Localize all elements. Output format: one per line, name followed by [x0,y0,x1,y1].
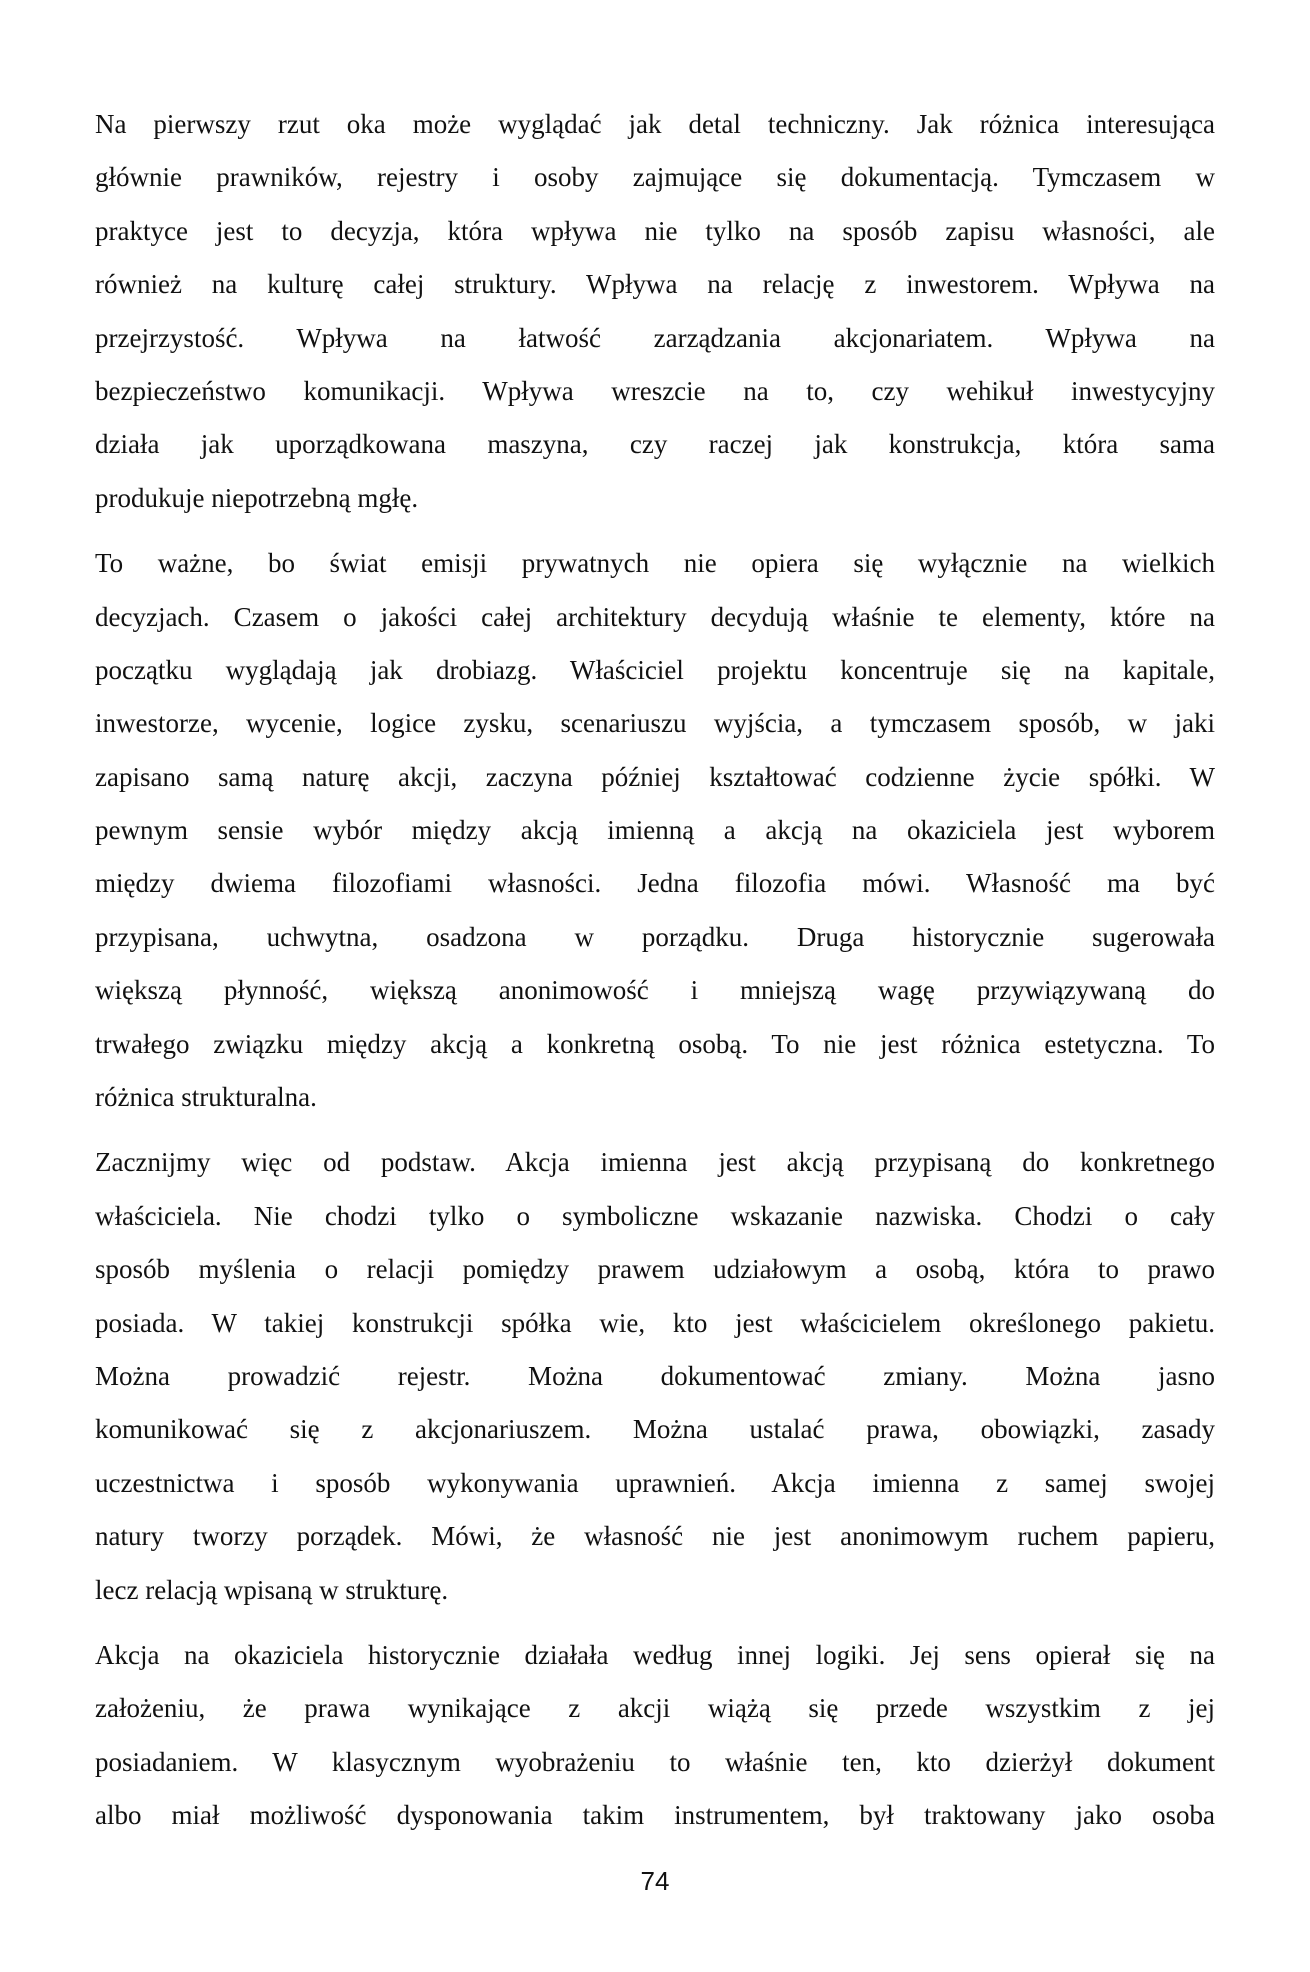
text-line: produkuje niepotrzebną mgłę. [95,482,419,513]
text-line: pewnym sensie wybór między akcją imienną a akcją na okaziciela jest wyborem [95,815,1215,846]
text-line: uczestnictwa i sposób wykonywania uprawnień. Akcja imienna z samej swojej [95,1467,1215,1498]
text-line: To ważne, bo świat emisji prywatnych nie opiera się wyłącznie na wielkich [95,548,1215,579]
text-line: decyzjach. Czasem o jakości całej architektury decydują właśnie te elementy, które na [95,601,1215,632]
paragraph-4 [95,1629,1215,1843]
text-line: komunikować się z akcjonariuszem. Można ustalać prawa, obowiązki, zasady [95,1414,1215,1445]
text-line: praktyce jest to decyzja, która wpływa nie tylko na sposób zapisu własności, ale [95,215,1215,246]
text-line: również na kulturę całej struktury. Wpływa na relację z inwestorem. Wpływa na [95,269,1215,300]
text-line: Można prowadzić rejestr. Można dokumentować zmiany. Można jasno [95,1360,1215,1391]
text-line: zapisano samą naturę akcji, zaczyna później kształtować codzienne życie spółki. W [95,761,1215,792]
text-line: inwestorze, wycenie, logice zysku, scenariuszu wyjścia, a tymczasem sposób, w jaki [95,708,1215,739]
text-line: głównie prawników, rejestry i osoby zajmujące się dokumentacją. Tymczasem w [95,162,1215,193]
paragraph-1 [95,98,1215,525]
text-line: natury tworzy porządek. Mówi, że własność nie jest anonimowym ruchem papieru, [95,1521,1215,1552]
text-line: albo miał możliwość dysponowania takim instrumentem, był traktowany jako osoba [95,1800,1215,1831]
text-line: trwałego związku między akcją a konkretną osobą. To nie jest różnica estetyczna. To [95,1028,1215,1059]
text-line: Akcja na okaziciela historycznie działała według innej logiki. Jej sens opierał się na [95,1639,1215,1670]
text-line: Na pierwszy rzut oka może wyglądać jak detal techniczny. Jak różnica interesująca [95,109,1215,139]
text-line: przejrzystość. Wpływa na łatwość zarządzania akcjonariatem. Wpływa na [95,322,1215,353]
text-line: sposób myślenia o relacji pomiędzy prawem udziałowym a osobą, która to prawo [95,1254,1215,1285]
text-line: między dwiema filozofiami własności. Jedna filozofia mówi. Własność ma być [95,868,1215,899]
text-line: lecz relacją wpisaną w strukturę. [95,1574,449,1605]
text-line: właściciela. Nie chodzi tylko o symboliczne wskazanie nazwiska. Chodzi o cały [95,1200,1215,1231]
paragraph-2 [95,537,1215,1124]
text-line: założeniu, że prawa wynikające z akcji wiążą się przede wszystkim z jej [95,1693,1215,1724]
text-line: bezpieczeństwo komunikacji. Wpływa wreszcie na to, czy wehikuł inwestycyjny [95,375,1215,406]
text-line: przypisana, uchwytna, osadzona w porządku. Druga historycznie sugerowała [95,921,1215,952]
text-line: posiada. W takiej konstrukcji spółka wie, kto jest właścicielem określonego pakietu. [95,1307,1215,1338]
text-line: Zacznijmy więc od podstaw. Akcja imienna jest akcją przypisaną do konkretnego [95,1147,1215,1178]
text-line: większą płynność, większą anonimowość i mniejszą wagę przywiązywaną do [95,975,1215,1006]
paragraph-3 [95,1136,1215,1617]
text-line: działa jak uporządkowana maszyna, czy raczej jak konstrukcja, która sama [95,429,1215,460]
text-line: posiadaniem. W klasycznym wyobrażeniu to właśnie ten, kto dzierżył dokument [95,1746,1215,1777]
page-number: 74 [640,1866,670,1896]
body-text [95,98,1215,1855]
text-line: początku wyglądają jak drobiazg. Właściciel projektu koncentruje się na kapitale, [95,654,1215,685]
text-line: różnica strukturalna. [95,1082,317,1113]
